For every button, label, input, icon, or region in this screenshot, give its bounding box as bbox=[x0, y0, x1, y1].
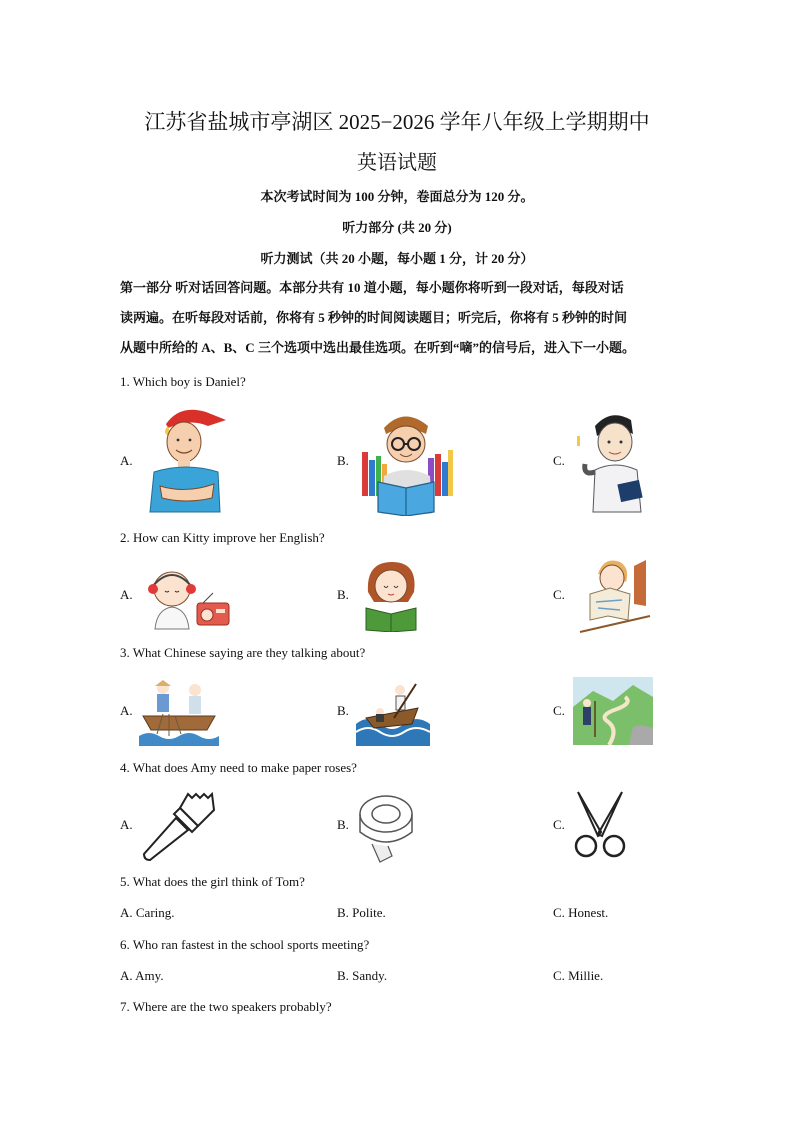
page-subtitle: 英语试题 bbox=[357, 152, 437, 174]
option-a-label[interactable]: A. bbox=[120, 587, 133, 602]
instruction-line: 第一部分 听对话回答问题。本部分共有 10 道小题，每小题你将听到一段对话，每段对话 bbox=[120, 280, 624, 295]
option-c-label[interactable]: C. bbox=[553, 587, 565, 602]
question-4: 4. What does Amy need to make paper roses? bbox=[120, 760, 357, 775]
option-b-label[interactable]: B. bbox=[337, 587, 349, 602]
option-c[interactable]: C. Honest. bbox=[553, 905, 609, 920]
question-1: 1. Which boy is Daniel? bbox=[120, 374, 246, 389]
boy-waving-book-icon[interactable] bbox=[575, 406, 655, 514]
option-b-label[interactable]: B. bbox=[337, 817, 349, 832]
question-5: 5. What does the girl think of Tom? bbox=[120, 874, 305, 889]
option-b-label[interactable]: B. bbox=[337, 703, 349, 718]
option-a-label[interactable]: A. bbox=[120, 453, 133, 468]
question-2: 2. How can Kitty improve her English? bbox=[120, 530, 325, 545]
option-b[interactable]: B. Sandy. bbox=[337, 968, 388, 983]
tape-roll-icon[interactable] bbox=[356, 792, 416, 864]
option-c-label[interactable]: C. bbox=[553, 453, 565, 468]
question-7: 7. Where are the two speakers probably? bbox=[120, 999, 332, 1014]
girl-reading-book-icon[interactable] bbox=[362, 558, 420, 632]
option-c-label[interactable]: C. bbox=[553, 817, 565, 832]
instruction-line: 读两遍。在听每段对话前，你将有 5 秒钟的时间阅读题目；听完后，你将有 5 秒钟的时间 bbox=[120, 310, 628, 325]
instruction-line: 从题中所给的 A、B、C 三个选项中选出最佳选项。在听到“嘀”的信号后，进入下一小题。 bbox=[120, 340, 635, 355]
girl-reading-map-icon[interactable] bbox=[576, 554, 656, 634]
section-title: 听力部分 (共 20 分) bbox=[342, 220, 452, 235]
fishing-net-boat-icon[interactable] bbox=[139, 676, 219, 746]
boy-reading-glasses-icon[interactable] bbox=[358, 404, 456, 516]
option-a-label[interactable]: A. bbox=[120, 817, 133, 832]
exam-info: 本次考试时间为 100 分钟，卷面总分为 120 分。 bbox=[260, 189, 534, 204]
option-a-label[interactable]: A. bbox=[120, 703, 133, 718]
question-6: 6. Who ran fastest in the school sports meeting? bbox=[120, 937, 370, 952]
option-c[interactable]: C. Millie. bbox=[553, 968, 604, 983]
boy-red-cap-icon[interactable] bbox=[140, 402, 232, 514]
option-a[interactable]: A. Amy. bbox=[120, 968, 164, 983]
girl-headphones-radio-icon[interactable] bbox=[143, 557, 233, 631]
option-c-label[interactable]: C. bbox=[553, 703, 565, 718]
question-3: 3. What Chinese saying are they talking about? bbox=[120, 645, 366, 660]
page-title: 江苏省盐城市亭湖区 2025−2026 学年八年级上学期期中 bbox=[144, 110, 650, 134]
paintbrush-icon[interactable] bbox=[140, 790, 216, 862]
man-boat-waves-icon[interactable] bbox=[356, 674, 430, 746]
instructions bbox=[120, 273, 680, 363]
option-b[interactable]: B. Polite. bbox=[337, 905, 386, 920]
section-subtitle: 听力测试（共 20 小题，每小题 1 分，计 20 分） bbox=[260, 251, 534, 266]
traveler-long-road-icon[interactable] bbox=[573, 677, 653, 745]
option-b-label[interactable]: B. bbox=[337, 453, 349, 468]
option-a[interactable]: A. Caring. bbox=[120, 905, 175, 920]
scissors-icon[interactable] bbox=[572, 790, 628, 860]
